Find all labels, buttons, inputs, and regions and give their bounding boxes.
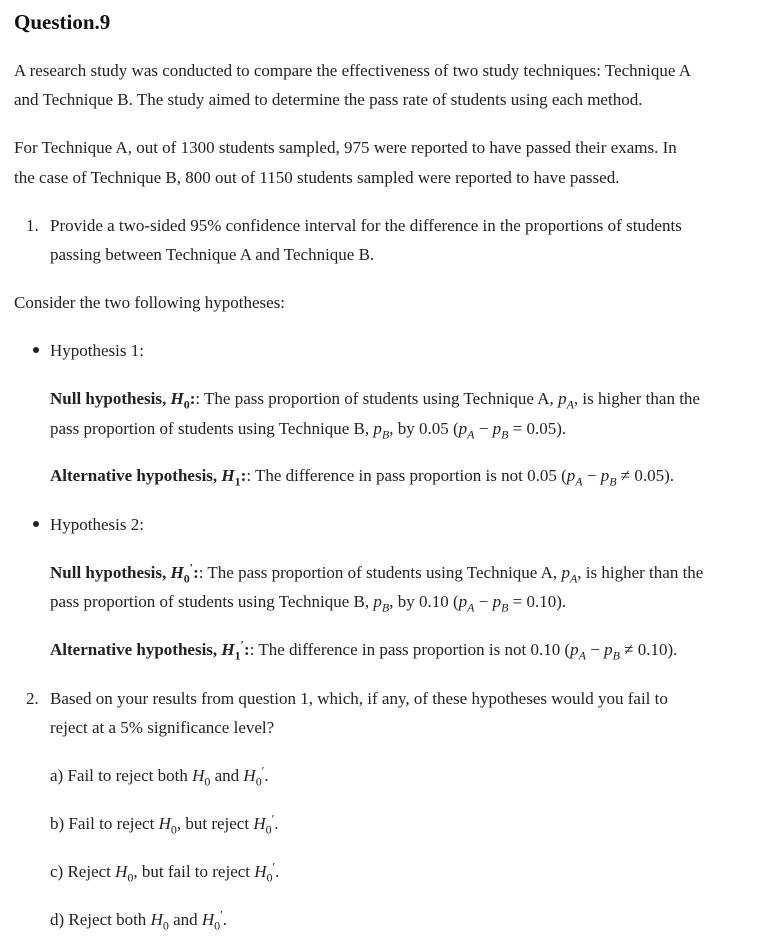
h1-null-line-1: Null hypothesis, $H_0$:: The pass proportion of students using Technique A, $p_A$, is higher than the (50, 389, 700, 412)
h2-alt-label: Alternative hypothesis, (50, 640, 218, 659)
option-c[interactable]: c) Reject $H_0$, but fail to reject $H_0'$. (50, 859, 280, 885)
h1-alt-line: Alternative hypothesis, $H_1$:: The difference in pass proportion is not 0.05 $(p_A - p_B \ne 0.05)$. (50, 466, 675, 489)
data-line-1: For Technique A, out of 1300 students sampled, 975 were reported to have passed their exams. In (14, 138, 677, 157)
intro-line-1: A research study was conducted to compare the effectiveness of two study techniques: Technique A (14, 61, 692, 80)
h1-null-label: Null hypothesis, (50, 389, 167, 408)
h2-null-line-2: pass proportion of students using Technique B, $p_B$, by 0.10 $(p_A - p_B = 0.10)$. (50, 592, 567, 615)
h1-label: Hypothesis 1: (50, 341, 144, 360)
h1-null-line-2: pass proportion of students using Technique B, $p_B$, by 0.05 $(p_A - p_B = 0.05)$. (50, 419, 567, 442)
bullet-icon (33, 347, 39, 353)
q2-number: 2. (26, 689, 39, 708)
intro-line-2: and Technique B. The study aimed to determine the pass rate of students using each method. (14, 90, 643, 109)
question-title: Question.9 (14, 10, 111, 34)
q2-line-2: reject at a 5% significance level? (50, 718, 275, 737)
h1-alt-label: Alternative hypothesis, (50, 466, 218, 485)
option-a[interactable]: a) Fail to reject both $H_0$ and $H_0'$. (50, 763, 269, 789)
q2-line-1: Based on your results from question 1, which, if any, of these hypotheses would you fail to (50, 689, 668, 708)
q1-number: 1. (26, 216, 39, 235)
option-d[interactable]: d) Reject both $H_0$ and $H_0'$. (50, 907, 228, 933)
bullet-icon (33, 521, 39, 527)
h2-label: Hypothesis 2: (50, 515, 144, 534)
h2-null-label: Null hypothesis, (50, 563, 167, 582)
q1-line-2: passing between Technique A and Technique B. (50, 245, 375, 264)
option-b[interactable]: b) Fail to reject $H_0$, but reject $H_0'$. (50, 811, 279, 837)
q1-line-1: Provide a two-sided 95% confidence interval for the difference in the proportions of students (50, 216, 682, 235)
consider-text: Consider the two following hypotheses: (14, 293, 286, 312)
data-line-2: the case of Technique B, 800 out of 1150 students sampled were reported to have passed. (14, 168, 620, 187)
h2-alt-line: Alternative hypothesis, $H_1'$:: The difference in pass proportion is not 0.10 $(p_A - p_B \ne 0.10)$. (50, 637, 678, 663)
h2-null-line-1: Null hypothesis, $H_0'$:: The pass proportion of students using Technique A, $p_A$, is higher than the (50, 560, 704, 586)
